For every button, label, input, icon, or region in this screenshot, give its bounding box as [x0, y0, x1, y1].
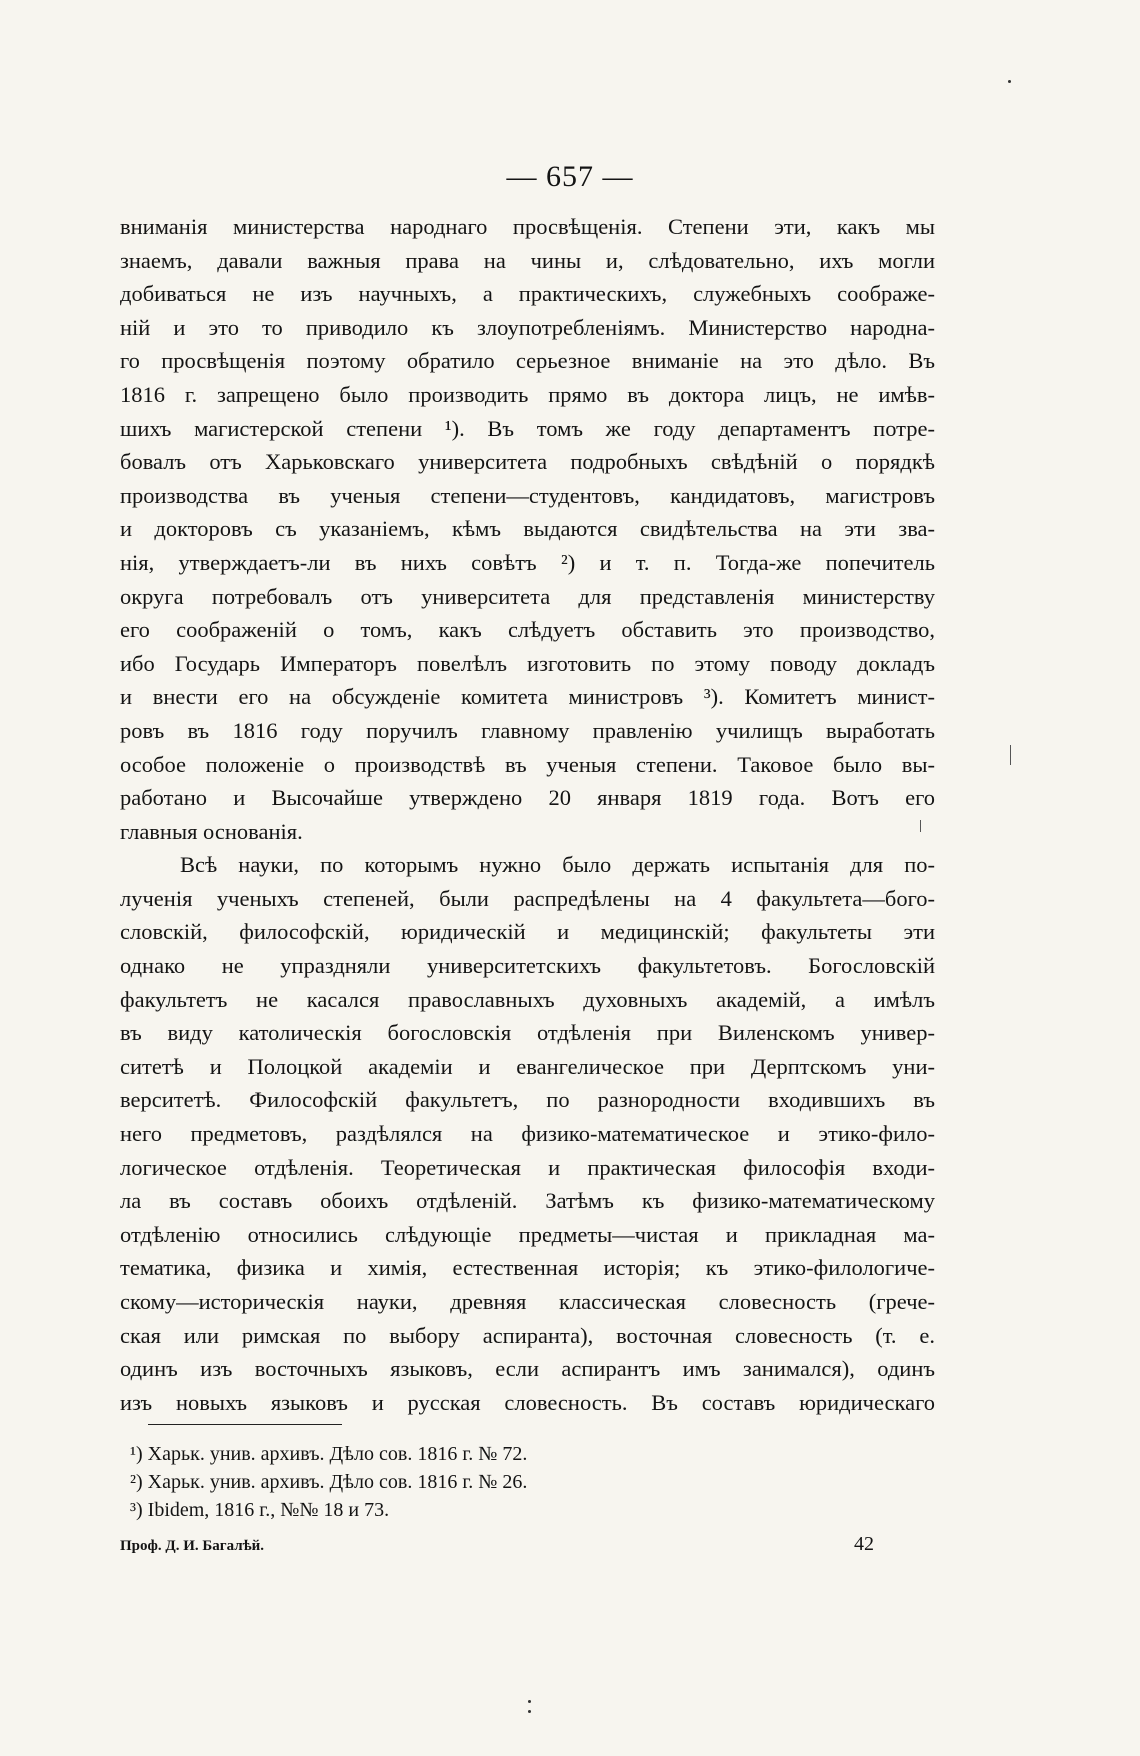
text-line: скому—историческія науки, древняя классическая словесность (грече- — [120, 1289, 935, 1314]
footnote-divider — [148, 1424, 342, 1425]
text-line: ибо Государь Императоръ повелѣлъ изготовить по этому поводу докладъ — [120, 650, 935, 676]
text-line: его соображеній о томъ, какъ слѣдуетъ обставить это производство, — [120, 617, 935, 643]
text-line: го просвѣщенія поэтому обратило серьезное вниманіе на это дѣло. Въ — [120, 348, 935, 374]
text-line: въ виду католическія богословскія отдѣленія при Виленскомъ универ- — [120, 1020, 935, 1046]
text-line: ровъ въ 1816 году поручилъ главному правленію училищъ выработать — [120, 717, 935, 743]
margin-mark — [1010, 745, 1011, 765]
sheet-number: 42 — [854, 1533, 874, 1555]
text-line: производства въ ученыя степени—студентовъ, кандидатовъ, магистровъ — [120, 482, 935, 508]
text-line: ла въ составъ обоихъ отдѣленій. Затѣмъ къ физико-математическому — [120, 1188, 935, 1214]
text-line: одинъ изъ восточныхъ языковъ, если аспирантъ имъ занимался), одинъ — [120, 1356, 935, 1382]
margin-mark — [920, 820, 921, 832]
paragraph-start-line: Всѣ науки, по которымъ нужно было держать испытанія для по- — [180, 852, 935, 878]
text-line: ская или римская по выбору аспиранта), восточная словесность (т. е. — [120, 1322, 935, 1348]
text-line: нія, утверждаетъ-ли въ нихъ совѣтъ ²) и т. п. Тогда-же попечитель — [120, 549, 935, 575]
text-line: работано и Высочайше утверждено 20 января 1819 года. Вотъ его — [120, 785, 935, 811]
text-line: верситетѣ. Философскій факультетъ, по разнородности входившихъ въ — [120, 1087, 935, 1113]
footnotes — [130, 1440, 830, 1524]
text-line: бовалъ отъ Харьковскаго университета подробныхъ свѣдѣній о порядкѣ — [120, 449, 935, 475]
text-line: и докторовъ съ указаніемъ, кѣмъ выдаются свидѣтельства на эти зва- — [120, 516, 935, 542]
signature-line: Проф. Д. И. Багалѣй. — [120, 1538, 265, 1554]
scan-speck — [528, 1700, 531, 1703]
text-line: словскій, философскій, юридическій и медицинскій; факультеты эти — [120, 919, 935, 945]
footnote: ³) Ibidem, 1816 г., №№ 18 и 73. — [130, 1499, 390, 1521]
text-line: логическое отдѣленія. Теоретическая и практическая философія входи- — [120, 1154, 935, 1180]
footnote: ²) Харьк. унив. архивъ. Дѣло сов. 1816 г. № 26. — [130, 1471, 528, 1493]
text-line: главныя основанія. — [120, 818, 303, 844]
text-line: шихъ магистерской степени ¹). Въ томъ же году департаментъ потре- — [120, 415, 935, 441]
text-line: однако не упраздняли университетскихъ факультетовъ. Богословскій — [120, 953, 935, 979]
text-line: и внести его на обсужденіе комитета министровъ ³). Комитетъ минист- — [120, 684, 935, 710]
scan-speck — [1008, 80, 1011, 83]
text-line: лученія ученыхъ степеней, были распредѣлены на 4 факультета—бого- — [120, 885, 935, 911]
text-line: отдѣленію относились слѣдующіе предметы—чистая и прикладная ма- — [120, 1221, 935, 1247]
scan-speck — [528, 1710, 531, 1713]
page-number: — 657 — — [506, 160, 634, 193]
text-line: ситетѣ и Полоцкой академіи и евангелическое при Дерптскомъ уни- — [120, 1053, 935, 1079]
text-line: 1816 г. запрещено было производить прямо въ доктора лицъ, не имѣв- — [120, 381, 935, 407]
text-line: округа потребовалъ отъ университета для представленія министерству — [120, 583, 935, 609]
text-line: тематика, физика и химія, естественная исторія; къ этико-филологиче- — [120, 1255, 935, 1281]
text-line: вниманія министерства народнаго просвѣщенія. Степени эти, какъ мы — [120, 214, 935, 239]
footnote: ¹) Харьк. унив. архивъ. Дѣло сов. 1816 г. № 72. — [130, 1443, 528, 1465]
body-text — [120, 210, 935, 1419]
text-line: добиваться не изъ научныхъ, а практическихъ, служебныхъ соображе- — [120, 281, 935, 307]
text-line: ній и это то приводило къ злоупотребленіямъ. Министерство народна- — [120, 314, 935, 340]
text-line: изъ новыхъ языковъ и русская словесность. Въ составъ юридическаго — [120, 1389, 935, 1415]
text-line: особое положеніе о производствѣ въ ученыя степени. Таковое было вы- — [120, 751, 935, 777]
text-line: факультетъ не касался православныхъ духовныхъ академій, а имѣлъ — [120, 986, 935, 1012]
text-line: знаемъ, давали важныя права на чины и, слѣдовательно, ихъ могли — [120, 247, 935, 273]
text-line: него предметовъ, раздѣлялся на физико-математическое и этико-фило- — [120, 1121, 935, 1147]
